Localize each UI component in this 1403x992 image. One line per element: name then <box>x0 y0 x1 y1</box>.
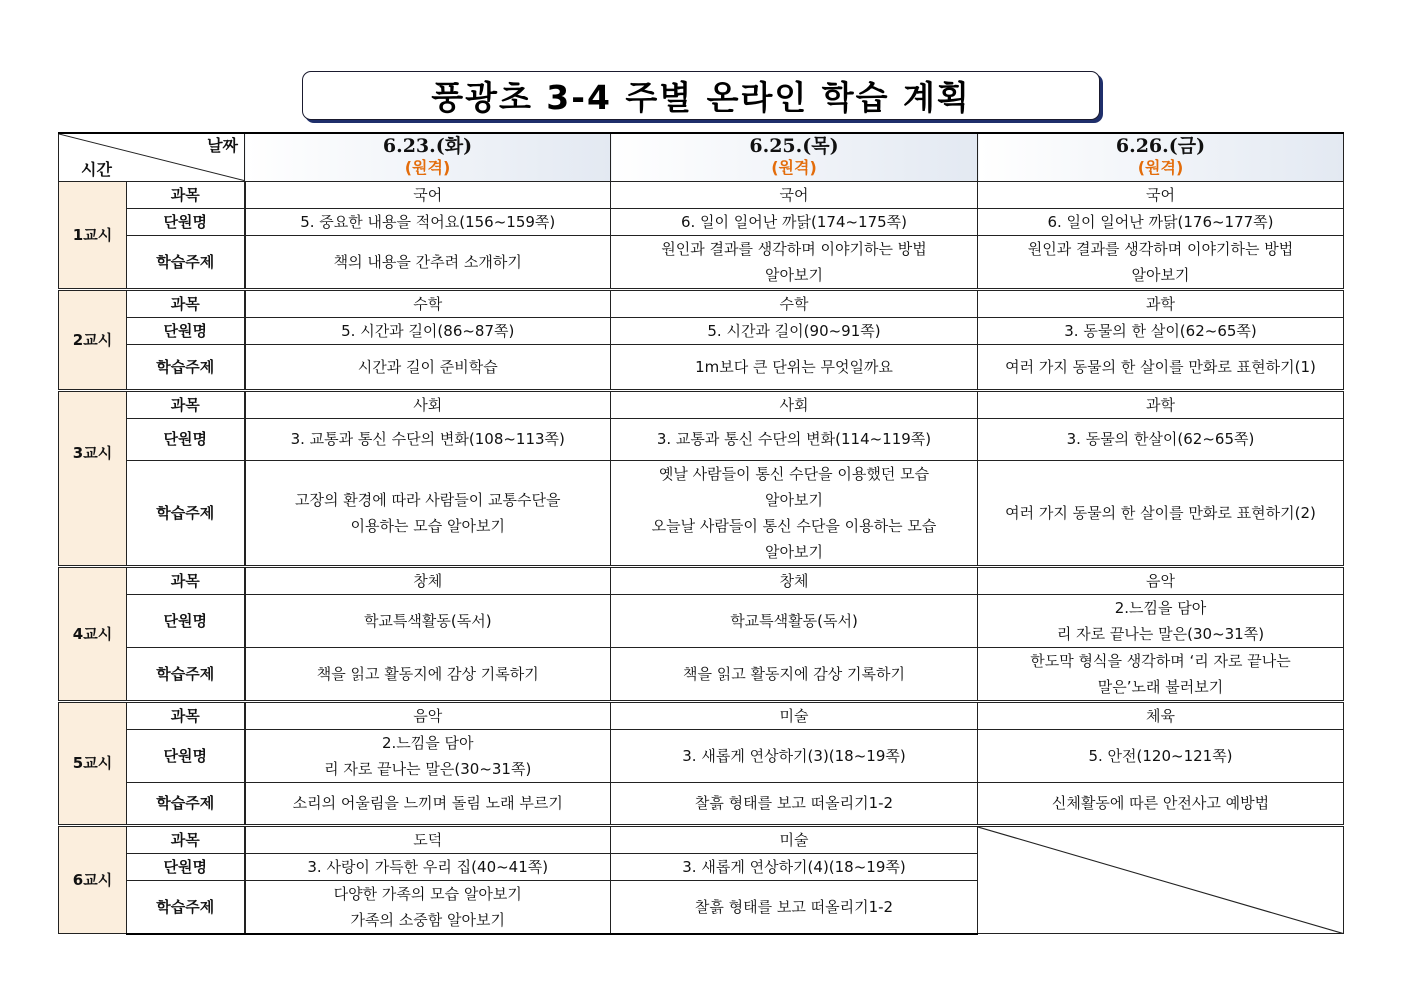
topic-line: 이용하는 모습 알아보기 <box>350 516 505 535</box>
unit-line: 5. 안전(120~121쪽) <box>1088 746 1233 765</box>
topic-cell <box>611 647 978 701</box>
subject-cell: 미술 <box>611 825 978 853</box>
unit-line: 리 자로 끝나는 말은(30~31쪽) <box>1056 624 1265 643</box>
topic-cell <box>245 235 611 289</box>
unit-cell: 3. 사랑이 가득한 우리 집(40~41쪽) <box>245 853 611 880</box>
empty-slot-cell <box>978 825 1344 934</box>
topic-cell <box>611 460 978 566</box>
unit-cell: 3. 동물의 한살이(62~65쪽) <box>978 418 1344 460</box>
header-corner <box>59 133 245 181</box>
topic-cell <box>245 880 611 934</box>
table-row <box>59 825 1344 853</box>
unit-line: 2.느낌을 담아 <box>381 733 474 752</box>
day-mode: (원격) <box>404 158 451 178</box>
topic-line: 1m보다 큰 단위는 무엇일까요 <box>695 357 893 376</box>
day-date: 6.26.(금) <box>1115 135 1206 158</box>
row-label-unit: 단원명 <box>127 418 245 460</box>
row-label-topic: 학습주제 <box>127 460 245 566</box>
unit-cell: 3. 교통과 통신 수단의 변화(108~113쪽) <box>245 418 611 460</box>
period-label: 5교시 <box>59 701 127 825</box>
table-row <box>59 344 1344 390</box>
topic-line: 알아보기 <box>765 490 823 509</box>
row-label-subject: 과목 <box>127 566 245 594</box>
topic-cell <box>978 782 1344 825</box>
period-label: 3교시 <box>59 390 127 566</box>
topic-line: 가족의 소중함 알아보기 <box>350 910 505 929</box>
period-label: 2교시 <box>59 289 127 390</box>
table-row <box>59 390 1344 418</box>
subject-cell: 창체 <box>245 566 611 594</box>
row-label-unit: 단원명 <box>127 729 245 782</box>
row-label-topic: 학습주제 <box>127 782 245 825</box>
topic-cell <box>611 344 978 390</box>
table-row <box>59 594 1344 647</box>
unit-line: 3. 새롭게 연상하기(3)(18~19쪽) <box>682 746 906 765</box>
topic-line: 신체활동에 따른 안전사고 예방법 <box>1051 794 1270 812</box>
row-label-unit: 단원명 <box>127 317 245 344</box>
topic-line: 책을 읽고 활동지에 감상 기록하기 <box>316 664 539 683</box>
topic-cell <box>245 460 611 566</box>
topic-cell <box>978 647 1344 701</box>
topic-line: 알아보기 <box>1131 265 1190 284</box>
unit-cell: 6. 일이 일어난 까닭(176~177쪽) <box>978 208 1344 235</box>
page-title-box <box>302 71 1100 120</box>
subject-cell: 음악 <box>245 701 611 729</box>
unit-cell: 3. 교통과 통신 수단의 변화(114~119쪽) <box>611 418 978 460</box>
unit-cell <box>245 729 611 782</box>
topic-line: 알아보기 <box>765 265 823 284</box>
subject-cell: 과학 <box>978 390 1344 418</box>
day-header-3 <box>978 133 1344 181</box>
topic-cell <box>245 647 611 701</box>
period-label: 1교시 <box>59 181 127 289</box>
topic-cell <box>611 235 978 289</box>
unit-cell: 5. 시간과 길이(90~91쪽) <box>611 317 978 344</box>
topic-line: 오늘날 사람들이 통신 수단을 이용하는 모습 <box>651 516 937 535</box>
unit-line: 학교특색활동(독서) <box>363 611 492 630</box>
period-label: 4교시 <box>59 566 127 701</box>
subject-cell: 사회 <box>245 390 611 418</box>
topic-line: 시간과 길이 준비학습 <box>357 357 498 376</box>
subject-cell: 미술 <box>611 701 978 729</box>
topic-line: 다양한 가족의 모습 알아보기 <box>333 884 522 903</box>
table-row <box>59 289 1344 317</box>
row-label-topic: 학습주제 <box>127 880 245 934</box>
header-row <box>59 133 1344 181</box>
subject-cell: 체육 <box>978 701 1344 729</box>
subject-cell: 창체 <box>611 566 978 594</box>
table-row <box>59 317 1344 344</box>
table-row <box>59 181 1344 208</box>
row-label-unit: 단원명 <box>127 853 245 880</box>
topic-line: 찰흙 형태를 보고 떠올리기1-2 <box>694 794 894 812</box>
subject-cell: 도덕 <box>245 825 611 853</box>
subject-cell: 국어 <box>978 181 1344 208</box>
topic-line: 여러 가지 동물의 한 살이를 만화로 표현하기(1) <box>1005 357 1316 376</box>
subject-cell: 과학 <box>978 289 1344 317</box>
table-row <box>59 782 1344 825</box>
period-label: 6교시 <box>59 825 127 934</box>
topic-line: 원인과 결과를 생각하며 이야기하는 방법 <box>661 239 927 258</box>
topic-line: 책을 읽고 활동지에 감상 기록하기 <box>683 664 905 683</box>
row-label-subject: 과목 <box>127 289 245 317</box>
unit-cell <box>978 594 1344 647</box>
table-row <box>59 729 1344 782</box>
empty-slot-diagonal-line <box>978 827 1343 934</box>
topic-cell <box>611 782 978 825</box>
topic-line: 옛날 사람들이 통신 수단을 이용했던 모습 <box>658 464 930 483</box>
table-row <box>59 235 1344 289</box>
day-date: 6.23.(화) <box>382 135 473 158</box>
subject-cell: 사회 <box>611 390 978 418</box>
topic-cell <box>978 235 1344 289</box>
topic-line: 말은’노래 불러보기 <box>1097 677 1224 696</box>
subject-cell: 음악 <box>978 566 1344 594</box>
unit-cell: 6. 일이 일어난 까닭(174~175쪽) <box>611 208 978 235</box>
table-row <box>59 647 1344 701</box>
row-label-topic: 학습주제 <box>127 647 245 701</box>
topic-line: 찰흙 형태를 보고 떠올리기1-2 <box>694 897 894 916</box>
row-label-topic: 학습주제 <box>127 235 245 289</box>
topic-line: 고장의 환경에 따라 사람들이 교통수단을 <box>295 490 561 509</box>
row-label-subject: 과목 <box>127 390 245 418</box>
day-mode: (원격) <box>771 158 817 178</box>
unit-cell <box>245 594 611 647</box>
unit-line: 리 자로 끝나는 말은(30~31쪽) <box>324 759 532 778</box>
row-label-topic: 학습주제 <box>127 344 245 390</box>
unit-cell <box>611 594 978 647</box>
unit-cell: 3. 새롭게 연상하기(4)(18~19쪽) <box>611 853 978 880</box>
row-label-unit: 단원명 <box>127 594 245 647</box>
topic-line: 소리의 어울림을 느끼며 돌림 노래 부르기 <box>292 794 563 812</box>
unit-cell <box>611 729 978 782</box>
row-label-unit: 단원명 <box>127 208 245 235</box>
day-date: 6.25.(목) <box>749 135 839 158</box>
subject-cell: 국어 <box>245 181 611 208</box>
table-row <box>59 208 1344 235</box>
topic-cell <box>978 344 1344 390</box>
corner-time-label: 시간 <box>81 159 112 179</box>
topic-cell <box>245 782 611 825</box>
day-header-2 <box>611 133 978 181</box>
topic-line: 여러 가지 동물의 한 살이를 만화로 표현하기(2) <box>1005 503 1316 522</box>
table-row <box>59 418 1344 460</box>
unit-cell: 5. 중요한 내용을 적어요(156~159쪽) <box>245 208 611 235</box>
topic-cell <box>978 460 1344 566</box>
row-label-subject: 과목 <box>127 825 245 853</box>
topic-cell <box>611 880 978 934</box>
topic-line: 한도막 형식을 생각하며 ‘리 자로 끝나는 <box>1030 651 1291 670</box>
subject-cell: 수학 <box>611 289 978 317</box>
table-row <box>59 460 1344 566</box>
day-header-1 <box>245 133 611 181</box>
row-label-subject: 과목 <box>127 701 245 729</box>
table-row <box>59 701 1344 729</box>
corner-date-label: 날짜 <box>207 136 238 155</box>
day-mode: (원격) <box>1137 158 1184 178</box>
unit-cell: 5. 시간과 길이(86~87쪽) <box>245 317 611 344</box>
subject-cell: 국어 <box>611 181 978 208</box>
topic-line: 책의 내용을 간추려 소개하기 <box>333 252 522 271</box>
schedule-table <box>58 132 1344 935</box>
topic-cell <box>245 344 611 390</box>
topic-line: 원인과 결과를 생각하며 이야기하는 방법 <box>1027 239 1294 258</box>
unit-cell: 3. 동물의 한 살이(62~65쪽) <box>978 317 1344 344</box>
topic-line: 알아보기 <box>765 542 823 561</box>
table-row <box>59 566 1344 594</box>
page-title: 풍광초 3-4 주별 온라인 학습 계획 <box>431 78 971 117</box>
unit-line: 2.느낌을 담아 <box>1114 598 1207 617</box>
unit-line: 학교특색활동(독서) <box>730 611 858 630</box>
subject-cell: 수학 <box>245 289 611 317</box>
row-label-subject: 과목 <box>127 181 245 208</box>
unit-cell <box>978 729 1344 782</box>
